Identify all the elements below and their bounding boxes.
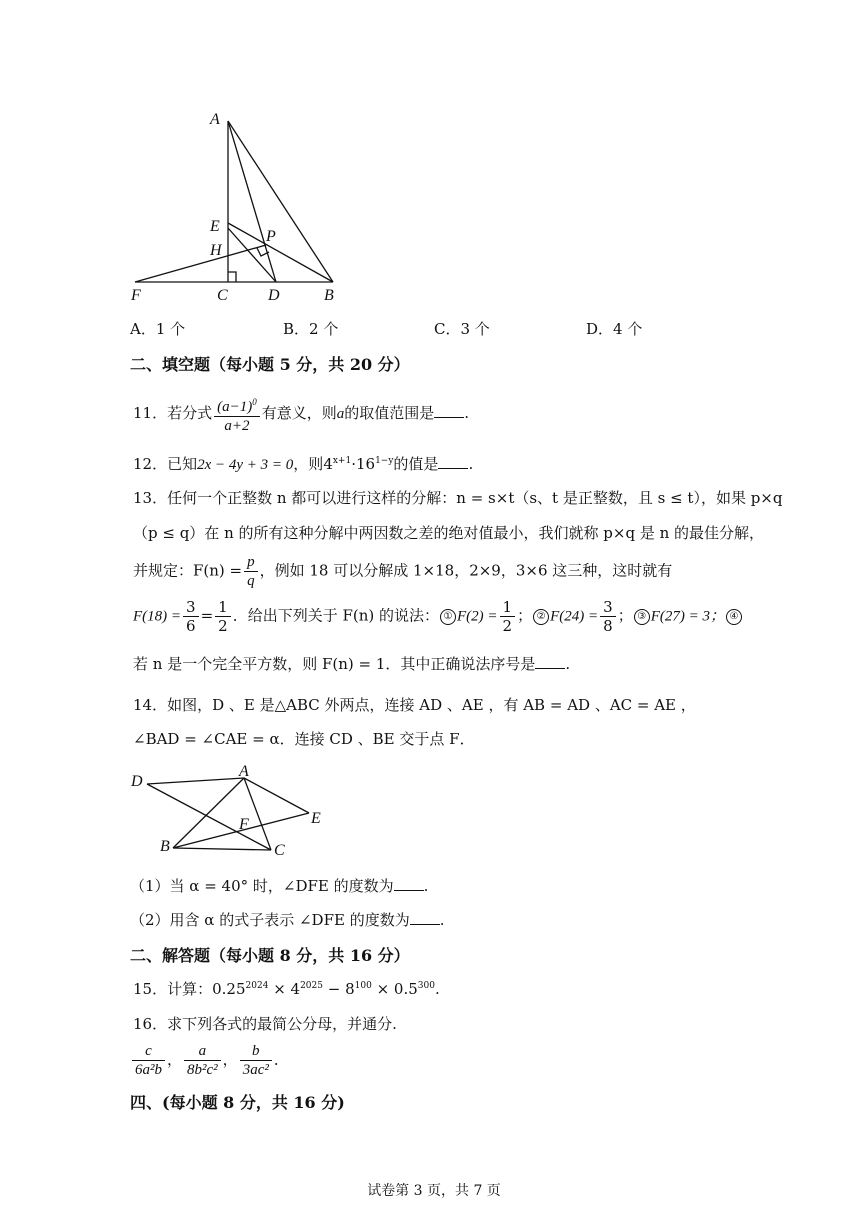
geometry-figure-2 [125,762,335,862]
answer-blank-14-2[interactable] [410,912,440,925]
label-H: H [210,242,222,259]
question-16-fractions: $\frac{c}{\text{6a²b}}$ ， $\frac{a}{\text{8b²c²}}$ ， $\frac{b}{\text{3ac²}}$ ． [130,1042,289,1079]
section-4-title: 四、(每小题 8 分，共 16 分) [130,1093,345,1112]
answer-blank-13[interactable] [535,656,565,669]
option-b: B．2 个 [283,320,339,338]
label-C: C [274,842,285,859]
question-14-sub-2: （2）用含 α 的式子表示 ∠DFE 的度数为 . [130,911,445,929]
question-13-line-2: （p ≤ q）在 n 的所有这种分解中两因数之差的绝对值最小，我们就称 p×q 是 n 的最佳分解， [133,524,765,542]
question-15: 15．计算：$0.25^{2024} \times 4^{2025} - 8^{100} \times 0.5^{300}$. [133,980,440,998]
label-D: D [131,773,143,790]
question-12: 12．已知2x − 4y + 3 = 0，则$4^{x+1}\cdot 16^{1-y}$的值是 . [133,455,474,473]
label-F: F [131,287,141,304]
question-13-line-5: 若 n 是一个完全平方数，则 F(n) = 1．其中正确说法序号是 . [133,655,571,673]
option-a: A．1 个 [130,320,186,338]
label-B: B [324,287,334,304]
label-C: C [217,287,228,304]
label-F: F [239,816,249,833]
geometry-figure-1 [120,100,360,310]
label-D: D [268,287,280,304]
question-14-line-2: ∠BAD = ∠CAE = α．连接 CD 、BE 交于点 F． [133,730,475,748]
label-E: E [311,810,321,827]
question-13-line-1: 13．任何一个正整数 n 都可以进行这样的分解：n = s×t（s、t 是正整数，且 s ≤ t），如果 p×q [133,489,783,507]
answer-blank-11[interactable] [434,405,464,418]
question-14-line-1: 14．如图，D 、E 是△ABC 外两点，连接 AD 、AE ，有 AB = AD 、AC = AE ， [133,696,696,714]
answer-blank-14-1[interactable] [394,878,424,891]
answer-blank-12[interactable] [438,456,468,469]
section-3-title: 二、解答题（每小题 8 分，共 16 分） [130,946,410,965]
question-14-sub-1: （1）当 α = 40° 时，∠DFE 的度数为 . [130,877,429,895]
question-13-line-4: F(18) = $\frac{3}{6}$ = $\frac{1}{2}$ ．给出下列关于 F(n) 的说法： ① F(2) = $\frac{1}{2}$ ； ② F(24) = $\frac{3}{8}$ ； ③ F(27) = 3； ④ [133,598,743,635]
option-c: C．3 个 [434,320,490,338]
option-d: D．4 个 [586,320,643,338]
question-11: 11．若分式 $\frac{(a-1)^0}{a+2}$ 有意义，则a的取值范围是 . [133,393,469,435]
label-B: B [160,838,170,855]
section-2-title: 二、填空题（每小题 5 分，共 20 分） [130,355,410,374]
question-16: 16．求下列各式的最简公分母，并通分. [133,1015,397,1033]
label-A: A [239,763,249,780]
label-A: A [210,111,220,128]
label-P: P [266,228,276,245]
page-footer: 试卷第 3 页，共 7 页 [367,1183,501,1199]
question-13-line-3: 并规定：F(n) = $\frac{p}{q}$ ，例如 18 可以分解成 1×18，2×9，3×6 这三种，这时就有 [133,554,673,589]
label-E: E [210,218,220,235]
